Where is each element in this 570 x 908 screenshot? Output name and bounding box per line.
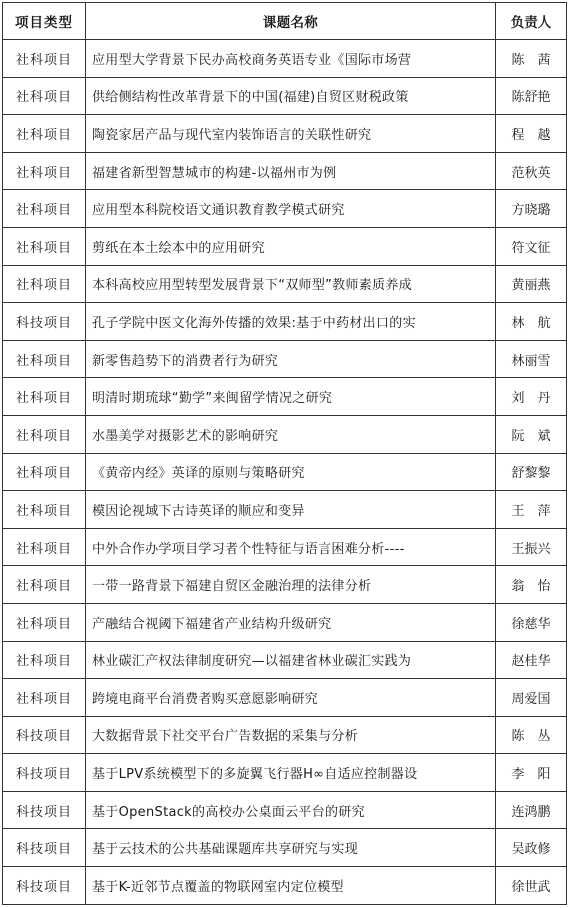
table-row (3, 641, 567, 679)
person-in-charge-cell: 林 航 (496, 303, 567, 341)
project-type-cell: 社科项目 (3, 227, 86, 265)
table-row (3, 791, 567, 829)
project-title-cell: 一带一路背景下福建自贸区金融治理的法律分析 (86, 566, 496, 604)
project-title-cell: 大数据背景下社交平台广告数据的采集与分析 (86, 716, 496, 754)
project-title-cell: 孔子学院中医文化海外传播的效果:基于中药材出口的实 (86, 303, 496, 341)
person-in-charge-cell: 翁 怡 (496, 566, 567, 604)
project-title-cell: 跨境电商平台消费者购买意愿影响研究 (86, 679, 496, 717)
table-row (3, 40, 567, 78)
person-in-charge-cell: 陈舒艳 (496, 77, 567, 115)
person-in-charge-cell: 李 阳 (496, 754, 567, 792)
project-title-cell: 水墨美学对摄影艺术的影响研究 (86, 415, 496, 453)
person-in-charge-cell: 吴政修 (496, 829, 567, 867)
project-title-cell: 供给侧结构性改革背景下的中国(福建)自贸区财税政策 (86, 77, 496, 115)
project-table (2, 2, 567, 905)
project-title-cell: 基于LPV系统模型下的多旋翼飞行器H∞自适应控制器设 (86, 754, 496, 792)
table-row (3, 566, 567, 604)
table-row (3, 303, 567, 341)
project-title-cell: 中外合作办学项目学习者个性特征与语言困难分析---- (86, 528, 496, 566)
project-type-cell: 社科项目 (3, 679, 86, 717)
project-type-cell: 社科项目 (3, 340, 86, 378)
table-row (3, 340, 567, 378)
project-title-cell: 产融结合视阈下福建省产业结构升级研究 (86, 603, 496, 641)
table-row (3, 152, 567, 190)
project-type-cell: 科技项目 (3, 867, 86, 905)
project-title-cell: 本科高校应用型转型发展背景下“双师型”教师素质养成 (86, 265, 496, 303)
person-in-charge-cell: 符文征 (496, 227, 567, 265)
person-in-charge-cell: 刘 丹 (496, 378, 567, 416)
table-row (3, 754, 567, 792)
project-title-cell: 基于OpenStack的高校办公桌面云平台的研究 (86, 791, 496, 829)
table-row (3, 528, 567, 566)
table-row (3, 679, 567, 717)
project-type-cell: 科技项目 (3, 829, 86, 867)
project-type-cell: 社科项目 (3, 152, 86, 190)
person-in-charge-cell: 方晓璐 (496, 190, 567, 228)
project-type-cell: 社科项目 (3, 566, 86, 604)
table-row (3, 265, 567, 303)
header-project-title: 课题名称 (86, 3, 496, 40)
project-title-cell: 剪纸在本土绘本中的应用研究 (86, 227, 496, 265)
project-type-cell: 社科项目 (3, 77, 86, 115)
project-title-cell: 新零售趋势下的消费者行为研究 (86, 340, 496, 378)
header-person-in-charge: 负责人 (496, 3, 567, 40)
project-type-cell: 社科项目 (3, 40, 86, 78)
table-body (3, 40, 567, 905)
person-in-charge-cell: 徐慈华 (496, 603, 567, 641)
project-title-cell: 林业碳汇产权法律制度研究—以福建省林业碳汇实践为 (86, 641, 496, 679)
project-type-cell: 科技项目 (3, 303, 86, 341)
person-in-charge-cell: 周爱国 (496, 679, 567, 717)
project-title-cell: 应用型本科院校语文通识教育教学模式研究 (86, 190, 496, 228)
project-type-cell: 社科项目 (3, 641, 86, 679)
table-row (3, 115, 567, 153)
project-title-cell: 应用型大学背景下民办高校商务英语专业《国际市场营 (86, 40, 496, 78)
project-type-cell: 社科项目 (3, 528, 86, 566)
header-project-type: 项目类型 (3, 3, 86, 40)
table-row (3, 867, 567, 905)
table-row (3, 227, 567, 265)
person-in-charge-cell: 徐世武 (496, 867, 567, 905)
table-row (3, 378, 567, 416)
person-in-charge-cell: 赵桂华 (496, 641, 567, 679)
project-title-cell: 陶瓷家居产品与现代室内装饰语言的关联性研究 (86, 115, 496, 153)
person-in-charge-cell: 王 萍 (496, 491, 567, 529)
person-in-charge-cell: 程 越 (496, 115, 567, 153)
person-in-charge-cell: 舒黎黎 (496, 453, 567, 491)
project-type-cell: 社科项目 (3, 453, 86, 491)
project-type-cell: 社科项目 (3, 190, 86, 228)
project-title-cell: 基于云技术的公共基础课题库共享研究与实现 (86, 829, 496, 867)
person-in-charge-cell: 黄丽燕 (496, 265, 567, 303)
person-in-charge-cell: 陈 丛 (496, 716, 567, 754)
person-in-charge-cell: 连鸿鹏 (496, 791, 567, 829)
table-row (3, 603, 567, 641)
person-in-charge-cell: 王振兴 (496, 528, 567, 566)
project-type-cell: 科技项目 (3, 791, 86, 829)
table-row (3, 829, 567, 867)
project-type-cell: 社科项目 (3, 603, 86, 641)
table-row (3, 716, 567, 754)
project-type-cell: 社科项目 (3, 265, 86, 303)
project-type-cell: 社科项目 (3, 378, 86, 416)
header-row (3, 3, 567, 40)
project-title-cell: 《黄帝内经》英译的原则与策略研究 (86, 453, 496, 491)
project-title-cell: 福建省新型智慧城市的构建-以福州市为例 (86, 152, 496, 190)
person-in-charge-cell: 林丽雪 (496, 340, 567, 378)
person-in-charge-cell: 陈 茜 (496, 40, 567, 78)
person-in-charge-cell: 范秋英 (496, 152, 567, 190)
person-in-charge-cell: 阮 斌 (496, 415, 567, 453)
table-row (3, 415, 567, 453)
table-row (3, 491, 567, 529)
project-type-cell: 社科项目 (3, 415, 86, 453)
project-title-cell: 明清时期琉球“勤学”来闽留学情况之研究 (86, 378, 496, 416)
project-title-cell: 基于K-近邻节点覆盖的物联网室内定位模型 (86, 867, 496, 905)
table-row (3, 190, 567, 228)
project-type-cell: 社科项目 (3, 115, 86, 153)
project-type-cell: 科技项目 (3, 754, 86, 792)
table-row (3, 77, 567, 115)
project-type-cell: 社科项目 (3, 491, 86, 529)
table-row (3, 453, 567, 491)
project-type-cell: 科技项目 (3, 716, 86, 754)
project-title-cell: 模因论视域下古诗英译的顺应和变异 (86, 491, 496, 529)
